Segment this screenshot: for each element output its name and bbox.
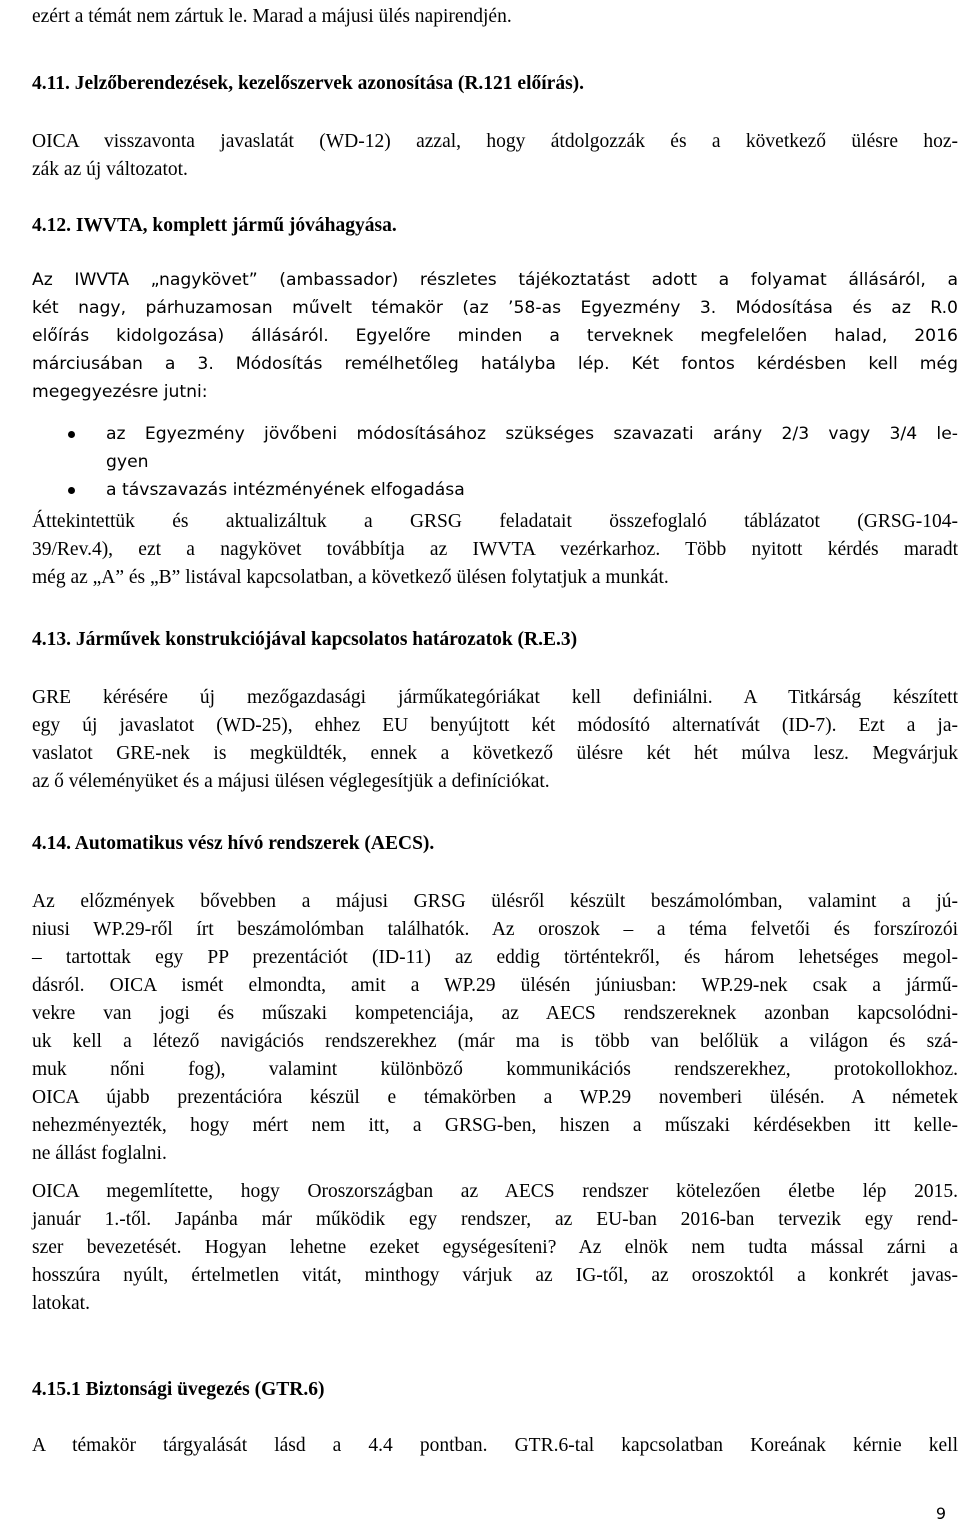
text-line: uk kell a létező navigációs rendszerekhez (már ma is több van belőlük a világon és szá- [32,1031,958,1052]
text-line: GRE kérésére új mezőgazdasági járműkategóriákat kell definiálni. A Titkárság készített [32,687,958,708]
text-line: OICA újabb prezentációra készül e témakörben a WP.29 novemberi ülésén. A németek [32,1087,958,1108]
text-line: egy új javaslatot (WD-25), ehhez EU benyújtott két módosító alternatívát (ID-7). Ezt a ja- [32,715,958,736]
section-4-15-1-heading: 4.15.1 Biztonsági üvegezés (GTR.6) [32,1379,325,1400]
section-4-14-paragraph-2 [32,1178,958,1318]
section-4-13-heading: 4.13. Járművek konstrukciójával kapcsolatos határozatok (R.E.3) [32,629,578,650]
text-line: január 1.-től. Japánba már működik egy rendszer, az EU-ban 2016-ban tervezik egy rend- [32,1209,958,1230]
section-4-12-paragraph-2 [32,508,958,592]
section-4-12-bullet-list [32,420,958,504]
text-line: muk nőni fog), valamint különböző kommunikációs rendszerekhez, protokollokhoz. [32,1059,958,1080]
text-line: A témakör tárgyalását lásd a 4.4 pontban. GTR.6-tal kapcsolatban Koreának kérnie kell [32,1435,958,1456]
text-line: megegyezésre jutni: [32,382,208,402]
text-line: nehezményezték, hogy mért nem itt, a GRSG-ben, hiszen a műszaki kérdésekben itt kelle- [32,1115,958,1136]
text-line: ne állást foglalni. [32,1143,167,1164]
section-4-14-paragraph [32,888,958,1168]
text-line: Áttekintettük és aktualizáltuk a GRSG feladatait összefoglaló táblázatot (GRSG-104- [32,511,958,532]
text-line: szer bevezetését. Hogyan lehetne ezeket egységesíteni? Az elnök nem tudta mással zárni a [32,1237,958,1258]
list-item: az Egyezmény jövőbeni módosításához szükséges szavazati arány 2/3 vagy 3/4 le- gyen [32,420,958,476]
section-4-15-1-paragraph [32,1432,958,1460]
text-line: niusi WP.29-ről írt beszámolómban találhatók. Az oroszok – a téma felvetői és forszírozói [32,919,958,940]
list-item: a távszavazás intézményének elfogadása [32,476,958,504]
text-line: vekre van jogi és műszaki kompetenciája, az AECS rendszereknek azonban kapcsolódni- [32,1003,958,1024]
text-line: – tartottak egy PP prezentációt (ID-11) az eddig történtekről, és három lehetséges megol- [32,947,958,968]
section-4-11-paragraph [32,128,958,184]
text-line: Az előzmények bővebben a májusi GRSG ülésről készült beszámolómban, valamint a jú- [32,891,958,912]
section-4-12-paragraph [32,266,958,406]
bullet-icon [68,431,75,438]
text-line: zák az új változatot. [32,159,188,180]
text-line: még az „A” és „B” listával kapcsolatban, a következő ülésen folytatjuk a munkát. [32,567,669,588]
text-line: ezért a témát nem zártuk le. Marad a májusi ülés napirendjén. [32,6,512,27]
section-4-14-heading: 4.14. Automatikus vész hívó rendszerek (AECS). [32,833,435,854]
section-4-11-heading: 4.11. Jelzőberendezések, kezelőszervek azonosítása (R.121 előírás). [32,73,585,94]
text-line: az ő véleményüket és a májusi ülésen véglegesítjük a definíciókat. [32,771,550,792]
text-line: OICA megemlítette, hogy Oroszországban az AECS rendszer kötelezően életbe lép 2015. [32,1181,958,1202]
text-line: két nagy, párhuzamosan művelt témakör (az ’58-as Egyezmény 3. Módosítása és az R.0 [32,298,958,318]
page-number: 9 [935,1504,946,1523]
text-line: Az IWVTA „nagykövet” (ambassador) részletes tájékoztatást adott a folyamat állásáról, a [32,270,958,290]
text-line: 39/Rev.4), ezt a nagykövet továbbítja az IWVTA vezérkarhoz. Több nyitott kérdés maradt [32,539,958,560]
section-4-12-heading: 4.12. IWVTA, komplett jármű jóváhagyása. [32,215,397,236]
text-line: hosszúra nyúlt, értelmetlen vitát, minthogy várjuk az IG-től, az oroszoktól a konkrét javas- [32,1265,958,1286]
text-line: dásról. OICA ismét elmondta, amit a WP.29 ülésén júniusban: WP.29-nek csak a jármű- [32,975,958,996]
bullet-icon [68,487,75,494]
text-line: vaslatot GRE-nek is megküldték, ennek a következő ülésre két hét múlva lesz. Megvárjuk [32,743,958,764]
section-4-13-paragraph [32,684,958,796]
text-line: latokat. [32,1293,90,1314]
text-line: előírás kidolgozása) állásáról. Egyelőre minden a terveknek megfelelően halad, 2016 [32,326,958,346]
text-line: OICA visszavonta javaslatát (WD-12) azzal, hogy átdolgozzák és a következő ülésre hoz- [32,131,958,152]
text-line: márciusában a 3. Módosítás remélhetőleg hatályba lép. Két fontos kérdésben kell még [32,354,958,374]
intro-paragraph [32,3,958,31]
